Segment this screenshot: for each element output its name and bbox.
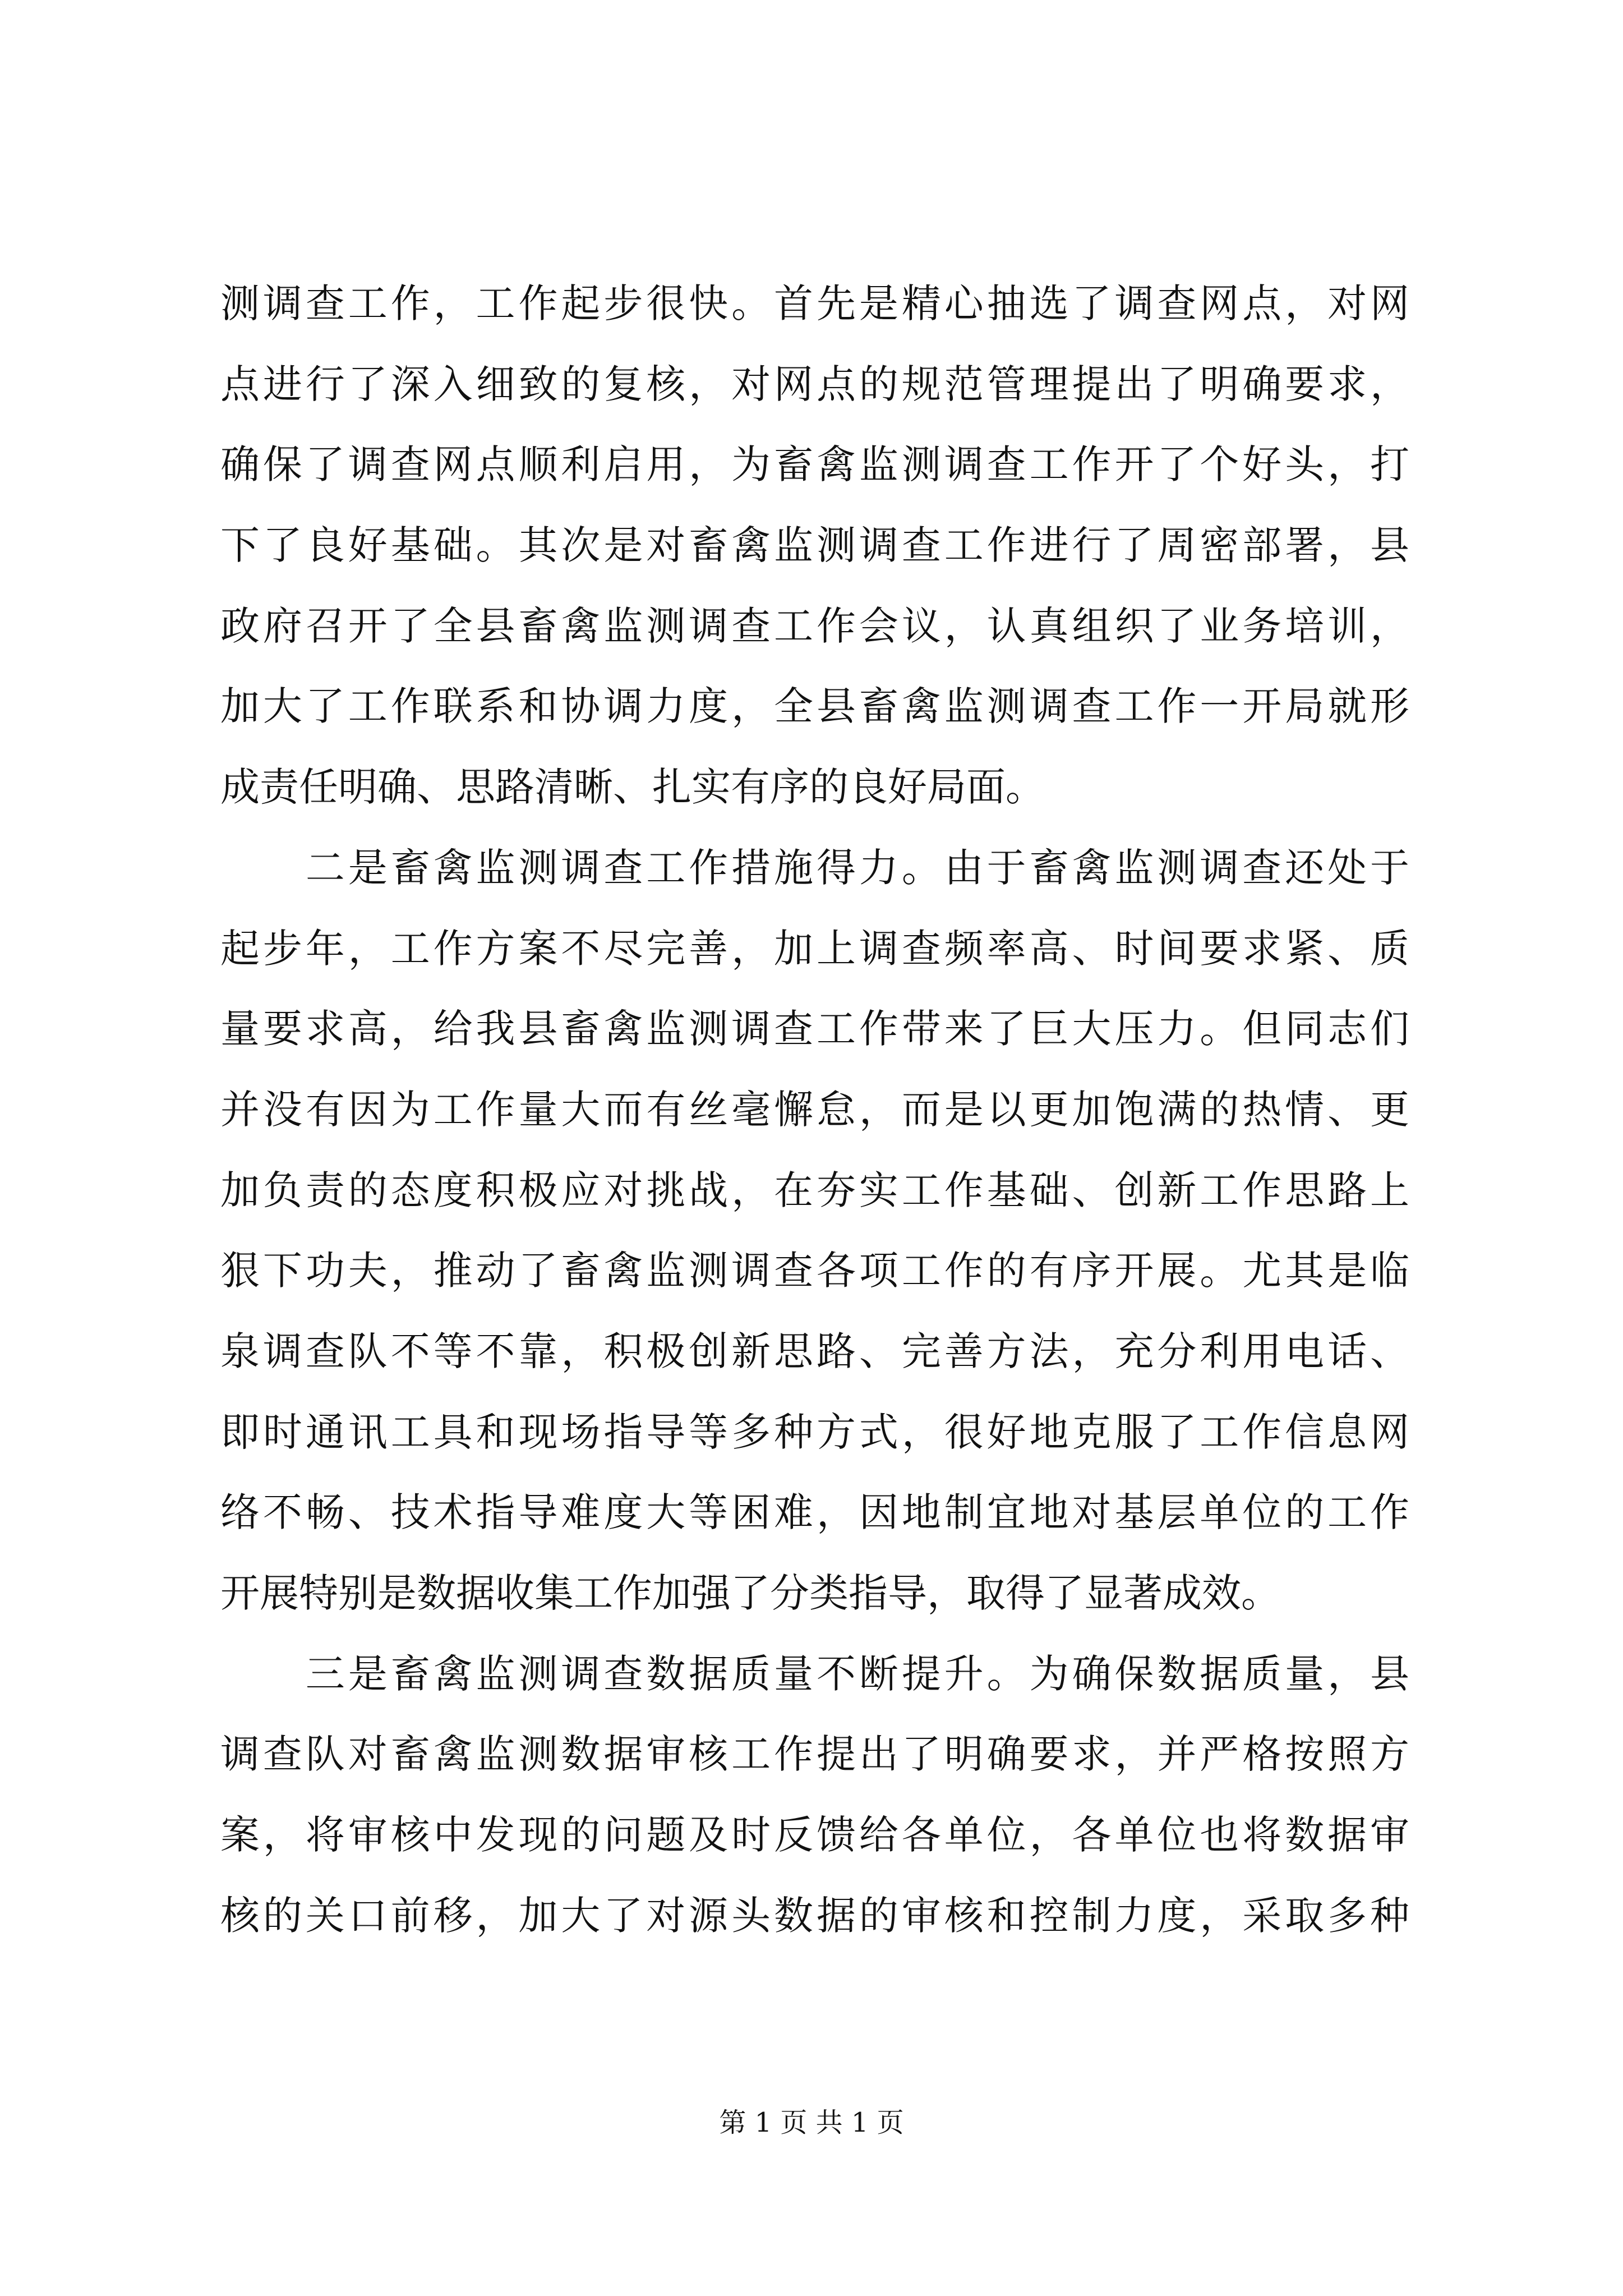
page-footer: 第 1 页 共 1 页 bbox=[719, 2107, 904, 2138]
text-line: 调查队对畜禽监测数据审核工作提出了明确要求，并严格按照方 bbox=[220, 1731, 1409, 1778]
text-line: 狠下功夫，推动了畜禽监测调查各项工作的有序开展。尤其是临 bbox=[220, 1248, 1409, 1294]
text-line: 下了良好基础。其次是对畜禽监测调查工作进行了周密部署，县 bbox=[220, 522, 1409, 569]
text-line: 量要求高，给我县畜禽监测调查工作带来了巨大压力。但同志们 bbox=[220, 1006, 1409, 1052]
text-line: 核的关口前移，加大了对源头数据的审核和控制力度，采取多种 bbox=[220, 1892, 1409, 1939]
text-line: 点进行了深入细致的复核，对网点的规范管理提出了明确要求， bbox=[220, 361, 1409, 407]
text-line: 政府召开了全县畜禽监测调查工作会议，认真组织了业务培训， bbox=[220, 602, 1409, 649]
text-line: 即时通讯工具和现场指导等多种方式，很好地克服了工作信息网 bbox=[220, 1409, 1409, 1455]
text-line: 成责任明确、思路清晰、扎实有序的良好局面。 bbox=[220, 764, 1045, 811]
text-line: 确保了调查网点顺利启用，为畜禽监测调查工作开了个好头，打 bbox=[220, 441, 1409, 488]
text-line: 案，将审核中发现的问题及时反馈给各单位，各单位也将数据审 bbox=[220, 1812, 1409, 1858]
text-line: 起步年，工作方案不尽完善，加上调查频率高、时间要求紧、质 bbox=[220, 925, 1409, 972]
text-line: 二是畜禽监测调查工作措施得力。由于畜禽监测调查还处于 bbox=[220, 844, 1409, 891]
text-line: 三是畜禽监测调查数据质量不断提升。为确保数据质量，县 bbox=[220, 1650, 1409, 1697]
text-line: 络不畅、技术指导难度大等困难，因地制宜地对基层单位的工作 bbox=[220, 1489, 1409, 1536]
text-line: 开展特别是数据收集工作加强了分类指导，取得了显著成效。 bbox=[220, 1570, 1280, 1616]
text-line: 加负责的态度积极应对挑战，在夯实工作基础、创新工作思路上 bbox=[220, 1167, 1409, 1213]
text-line: 加大了工作联系和协调力度，全县畜禽监测调查工作一开局就形 bbox=[220, 683, 1409, 730]
text-line: 并没有因为工作量大而有丝毫懈怠，而是以更加饱满的热情、更 bbox=[220, 1086, 1409, 1133]
text-line: 泉调查队不等不靠，积极创新思路、完善方法，充分利用电话、 bbox=[220, 1328, 1409, 1374]
text-line: 测调查工作，工作起步很快。首先是精心抽选了调查网点，对网 bbox=[220, 280, 1409, 326]
body-text bbox=[220, 264, 1409, 1956]
